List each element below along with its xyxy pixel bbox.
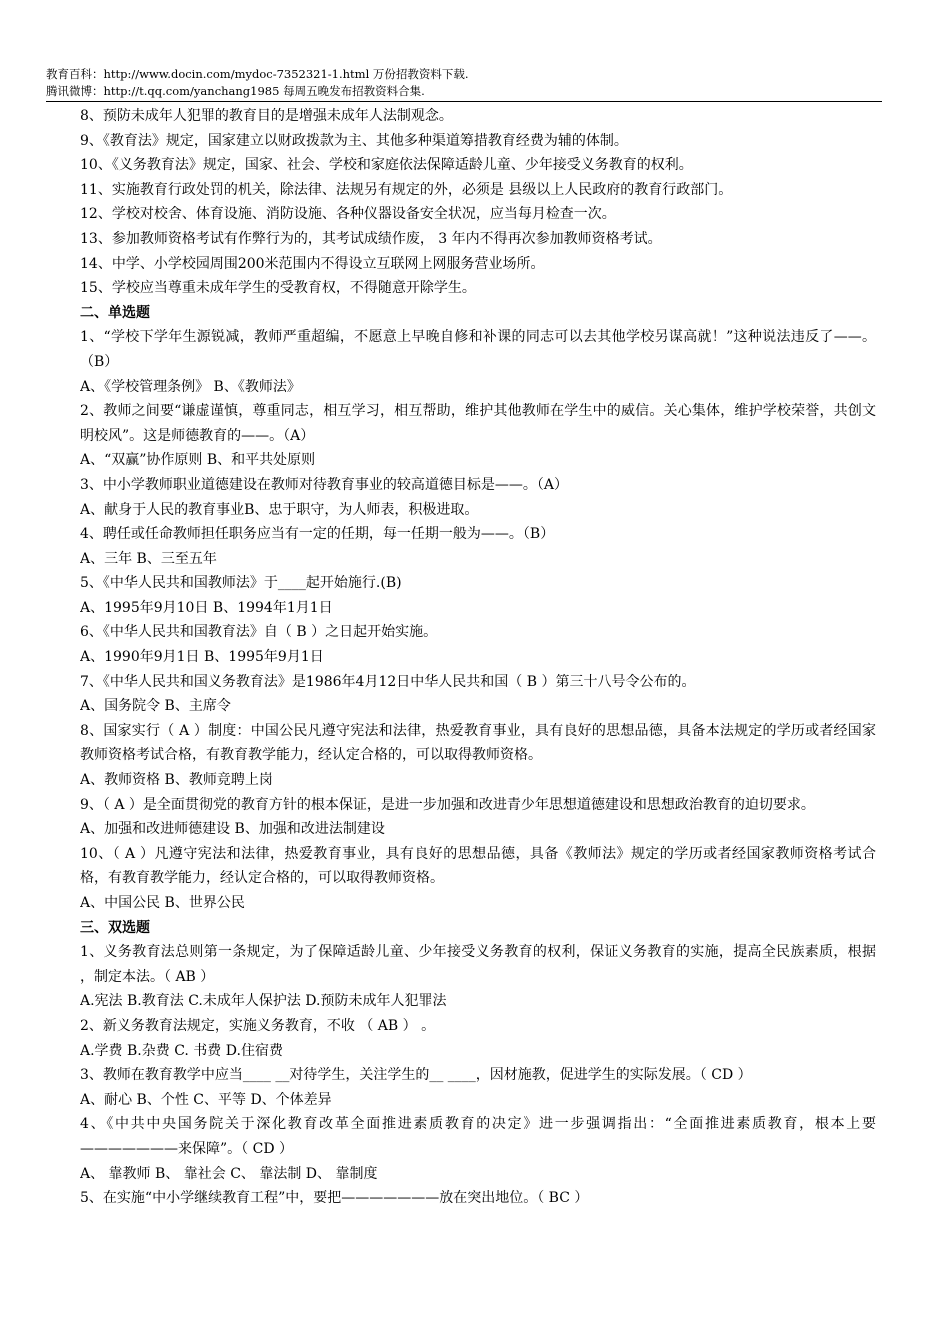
text-line: 10、（ A ）凡遵守宪法和法律，热爱教育事业，具有良好的思想品德，具备《教师法》规定的学历或者经国家教师资格考试合格，有教育教学能力，经认定合格的，可以取得教师资格。: [80, 845, 876, 887]
text-line: 3、教师在教育教学中应当____ __对待学生，关注学生的__ ____，因材施教，促进学生的实际发展。（ CD ）: [80, 1067, 752, 1084]
text-line: 2、新义务教育法规定，实施义务教育，不收 （ AB ） 。: [80, 1017, 436, 1034]
text-line: 5、《中华人民共和国教师法》于____起开始施行.(B): [80, 575, 402, 592]
text-line: A、耐心 B、个性 C、平等 D、个体差异: [80, 1091, 332, 1108]
text-line: 14、中学、小学校园周围200米范围内不得设立互联网上网服务营业场所。: [80, 255, 545, 272]
text-line: A、中国公民 B、世界公民: [80, 895, 245, 911]
section-heading: 二、单选题: [80, 304, 150, 321]
text-line: A、《学校管理条例》 B、《教师法》: [80, 378, 301, 395]
text-line: A、三年 B、三至五年: [80, 550, 217, 567]
text-line: 3、中小学教师职业道德建设在教师对待教育事业的较高道德目标是——。（A）: [80, 476, 569, 493]
text-line: 1、“学校下学年生源锐减，教师严重超编，不愿意上早晚自修和补课的同志可以去其他学校另谋高就！”这种说法违反了——。（B）: [80, 329, 876, 370]
text-line: 1、义务教育法总则第一条规定，为了保障适龄儿童、少年接受义务教育的权利，保证义务教育的实施，提高全民族素质，根据 ，制定本法。（ AB ）: [80, 944, 876, 985]
text-line: A、 靠教师 B、 靠社会 C、 靠法制 D、 靠制度: [80, 1165, 378, 1182]
text-line: A.宪法 B.教育法 C.未成年人保护法 D.预防未成年人犯罪法: [80, 993, 447, 1010]
text-line: A、1990年9月1日 B、1995年9月1日: [80, 649, 324, 666]
text-line: 2、教师之间要“谦虚谨慎，尊重同志，相互学习，相互帮助，维护其他教师在学生中的威信。关心集体，维护学校荣誉，共创文明校风”。这是师德教育的——。（A）: [80, 403, 876, 444]
text-line: 5、在实施“中小学继续教育工程”中，要把———————放在突出地位。（ BC ）: [80, 1190, 589, 1207]
text-line: 10、《义务教育法》规定，国家、社会、学校和家庭依法保障适龄儿童、少年接受义务教育的权利。: [80, 157, 693, 174]
text-line: A、教师资格 B、教师竞聘上岗: [80, 772, 273, 789]
text-line: A、国务院令 B、主席令: [80, 698, 231, 715]
text-line: 8、预防未成年人犯罪的教育目的是增强未成年人法制观念。: [80, 108, 453, 124]
text-line: 8、国家实行（ A ）制度：中国公民凡遵守宪法和法律，热爱教育事业，具有良好的思想品德，具备本法规定的学历或者经国家教师资格考试合格，有教育教学能力，经认定合格的，可以取得教师资格。: [80, 722, 876, 764]
text-line: 13、参加教师资格考试有作弊行为的，其考试成绩作废， 3 年内不得再次参加教师资格考试。: [80, 230, 662, 247]
text-line: A、献身于人民的教育事业B、忠于职守，为人师表，积极进取。: [80, 501, 479, 518]
page-header: [46, 66, 882, 100]
text-line: 12、学校对校舍、体育设施、消防设施、各种仪器设备安全状况，应当每月检查一次。: [80, 206, 616, 223]
text-line: 6、《中华人民共和国教育法》自（ B ）之日起开始实施。: [80, 624, 438, 641]
section-heading: 三、双选题: [80, 919, 150, 936]
text-line: A.学费 B.杂费 C. 书费 D.住宿费: [80, 1042, 283, 1059]
text-line: 9、《教育法》规定，国家建立以财政拨款为主、其他多种渠道筹措教育经费为辅的体制。: [80, 132, 628, 149]
text-line: 4、聘任或任命教师担任职务应当有一定的任期，每一任期一般为——。（B）: [80, 526, 555, 543]
text-line: 4、《中共中央国务院关于深化教育改革全面推进素质教育的决定》进一步强调指出：“全面推进素质教育，根本上要———————来保障”。（ CD ）: [80, 1116, 876, 1157]
text-line: A、加强和改进师德建设 B、加强和改进法制建设: [80, 821, 385, 838]
header-divider: [46, 101, 882, 102]
text-line: 15、学校应当尊重未成年学生的受教育权，不得随意开除学生。: [80, 280, 476, 297]
text-line: 7、《中华人民共和国义务教育法》是1986年4月12日中华人民共和国（ B ）第三十八号令公布的。: [80, 673, 696, 690]
text-line: 11、实施教育行政处罚的机关，除法律、法规另有规定的外，必须是 县级以上人民政府的教育行政部门。: [80, 181, 733, 198]
header-line-baike: 教育百科：http://www.docin.com/mydoc-7352321-1.html 万份招教资料下载.: [46, 67, 469, 81]
text-line: A、“双赢”协作原则 B、和平共处原则: [80, 452, 316, 469]
text-line: A、1995年9月10日 B、1994年1月1日: [80, 599, 333, 616]
header-line-weibo: 腾讯微博：http://t.qq.com/yanchang1985 每周五晚发布招教资料合集.: [46, 84, 425, 98]
text-line: 9、（ A ）是全面贯彻党的教育方针的根本保证，是进一步加强和改进青少年思想道德建设和思想政治教育的迫切要求。: [80, 796, 815, 813]
document-body: [80, 104, 876, 1211]
